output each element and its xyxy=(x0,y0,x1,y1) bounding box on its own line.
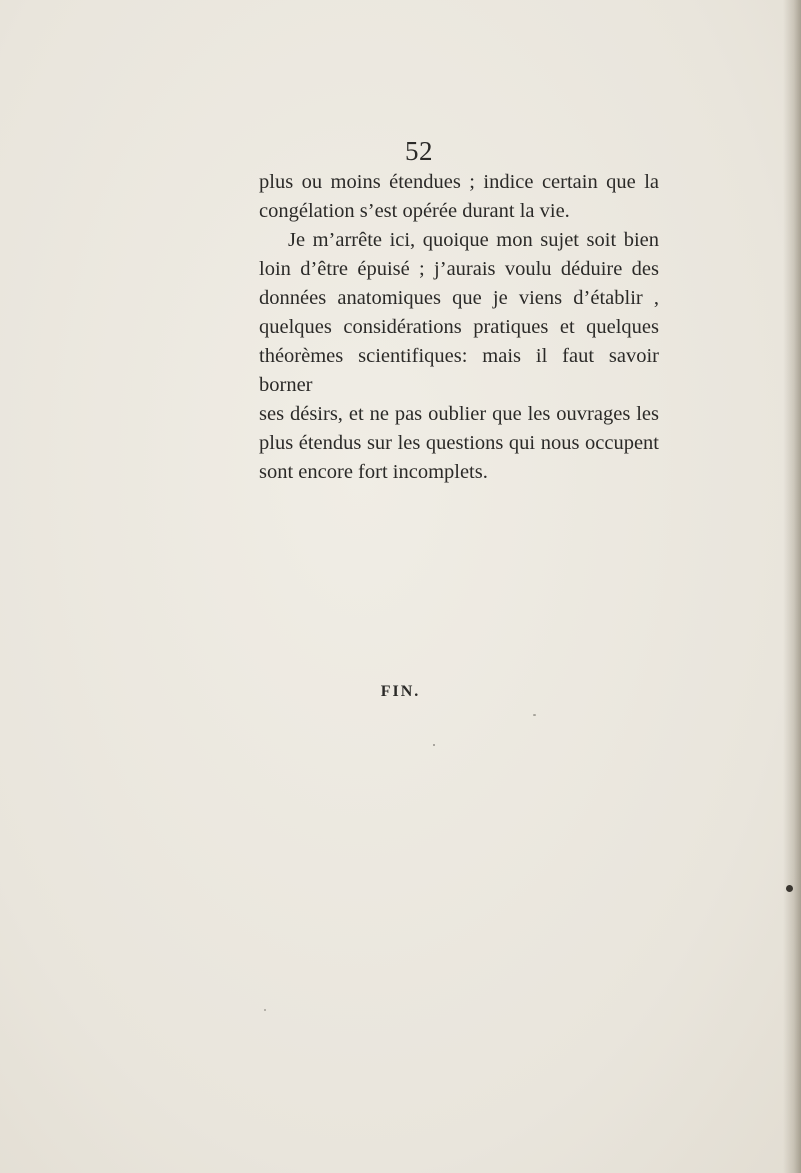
text-line: congélation s’est opérée durant la vie. xyxy=(259,200,570,222)
page-number: 52 xyxy=(405,136,433,166)
ink-speck xyxy=(433,744,435,746)
text-line: plus ou moins étendues ; indice certain que la xyxy=(259,171,659,193)
page-edge-shadow xyxy=(783,0,801,1173)
text-line: ses désirs, et ne pas oublier que les ouvrages les xyxy=(259,403,659,425)
body-text xyxy=(259,168,659,487)
text-line: théorèmes scientifiques: mais il faut savoir borner xyxy=(259,345,659,396)
ink-speck xyxy=(533,714,536,716)
text-line: plus étendus sur les questions qui nous occupent xyxy=(259,432,659,454)
ink-speck xyxy=(786,885,793,892)
text-line: Je m’arrête ici, quoique mon sujet soit bien xyxy=(288,229,659,251)
text-line: quelques considérations pratiques et quelques xyxy=(259,316,659,338)
text-line: loin d’être épuisé ; j’aurais voulu déduire des xyxy=(259,258,659,280)
text-line: sont encore fort incomplets. xyxy=(259,461,488,483)
ink-speck xyxy=(264,1009,266,1011)
text-line: données anatomiques que je viens d’établir , xyxy=(259,287,659,309)
closing-text: FIN. xyxy=(380,683,421,700)
